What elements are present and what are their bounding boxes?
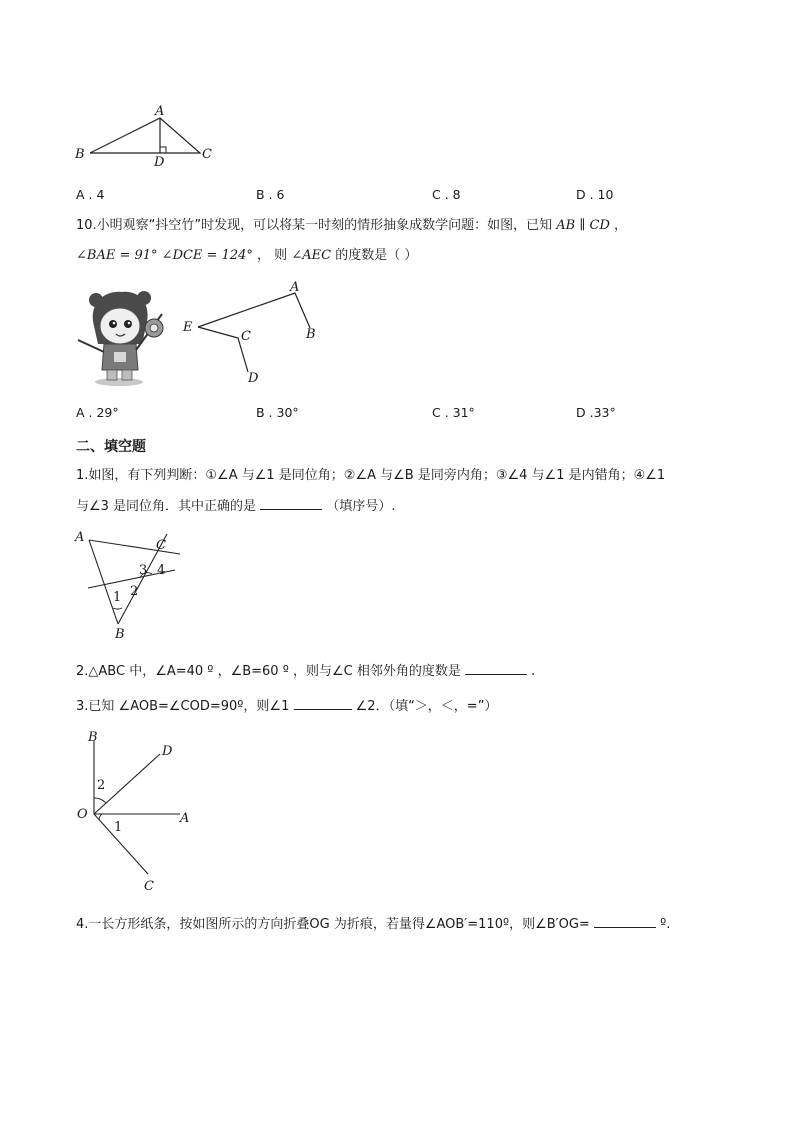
- f4-question: [76, 915, 670, 934]
- f3-label-o: O: [77, 807, 88, 822]
- q9-option-d[interactable]: D . 10: [576, 187, 614, 202]
- f3-label-c: C: [144, 879, 154, 894]
- f2-pre: 2.△ABC 中，∠A=40 º ，∠B=60 º ，则与∠C 相邻外角的度数是: [76, 664, 461, 679]
- q9-option-c[interactable]: C . 8: [432, 187, 461, 202]
- f4-post: º.: [660, 917, 671, 932]
- f1-line2-post: （填序号）.: [326, 499, 396, 514]
- f1-label-4: 4: [157, 563, 166, 578]
- f1-label-1: 1: [113, 590, 122, 605]
- q10-target-angle: ∠AEC: [291, 248, 332, 263]
- q10-stem: 10.小明观察“抖空竹”时发现，可以将某一时刻的情形抽象成数学问题：如图，已知: [76, 218, 553, 233]
- f1-label-2: 2: [130, 584, 139, 599]
- f3-label-d: D: [162, 744, 173, 759]
- q10-line1-end: ，: [614, 218, 628, 233]
- f3-label-a: A: [180, 811, 190, 826]
- f3-pre: 3.已知 ∠AOB=∠COD=90º，则∠1: [76, 699, 290, 714]
- f1-label-b: B: [115, 627, 125, 642]
- f2-post: .: [531, 664, 536, 679]
- f1-line2-pre: 与∠3 是同位角．其中正确的是: [76, 499, 257, 514]
- q9-label-c: C: [202, 147, 212, 162]
- q10-option-b[interactable]: B . 30°: [256, 405, 299, 420]
- f1-label-a: A: [75, 530, 85, 545]
- q10-label-c: C: [241, 329, 251, 344]
- f1-label-c: C: [156, 538, 166, 553]
- q10-label-a: A: [290, 280, 300, 295]
- q10-option-d[interactable]: D .33°: [576, 405, 616, 420]
- q10-label-b: B: [306, 327, 316, 342]
- q10-line2-end: 的度数是（ ）: [335, 248, 418, 263]
- q9-option-b[interactable]: B . 6: [256, 187, 285, 202]
- q10-diabolo-geometry-figure: [178, 280, 328, 390]
- f3-angles-figure: [72, 726, 202, 896]
- q10-question-line1: [76, 217, 627, 235]
- f3-post: ∠2．（填“＞，＜，=”）: [355, 699, 498, 714]
- f3-answer-blank[interactable]: [294, 697, 352, 710]
- section-title-fill-in: 二、填空题: [76, 439, 146, 455]
- q10-label-d: D: [248, 371, 259, 386]
- f2-question: [76, 662, 535, 681]
- q9-label-d: D: [154, 155, 165, 170]
- q9-label-b: B: [75, 147, 85, 162]
- f1-question-line1: 1.如图，有下列判断：①∠A 与∠1 是同位角；②∠A 与∠B 是同旁内角；③∠4 与∠1 是内错角；④∠1: [76, 468, 666, 483]
- q9-option-a[interactable]: A . 4: [76, 187, 105, 202]
- f1-angles-figure: [72, 526, 187, 644]
- q10-option-c[interactable]: C . 31°: [432, 405, 475, 420]
- f3-question: [76, 697, 497, 716]
- f1-answer-blank[interactable]: [260, 497, 322, 510]
- girl-playing-diabolo-illustration: [74, 286, 174, 386]
- f3-label-b: B: [88, 730, 98, 745]
- q10-line2-mid: ， 则: [257, 248, 288, 263]
- f2-answer-blank[interactable]: [465, 662, 527, 675]
- f4-pre: 4.一长方形纸条，按如图所示的方向折叠OG 为折痕，若量得∠AOB′=110º，则∠B′OG=: [76, 917, 590, 932]
- q10-parallel-condition: AB ∥ CD: [556, 218, 610, 233]
- q10-label-e: E: [183, 320, 193, 335]
- f3-label-1: 1: [114, 820, 123, 835]
- q10-angle-bae: ∠BAE = 91°: [76, 248, 158, 263]
- q9-label-a: A: [155, 104, 165, 119]
- f3-label-2: 2: [97, 778, 106, 793]
- q10-option-a[interactable]: A . 29°: [76, 405, 119, 420]
- f4-answer-blank[interactable]: [594, 915, 656, 928]
- q9-triangle-figure: [70, 100, 230, 170]
- f1-label-3: 3: [139, 563, 148, 578]
- f1-question-line2: [76, 497, 395, 516]
- q10-angle-dce: ∠DCE = 124°: [161, 248, 253, 263]
- q10-question-line2: [76, 247, 417, 265]
